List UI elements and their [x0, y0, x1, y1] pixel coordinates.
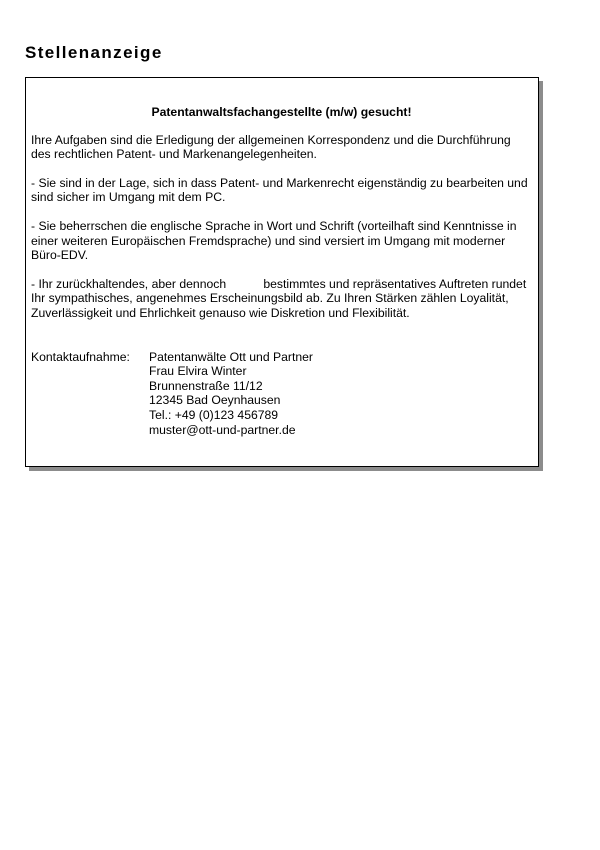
contact-phone: Tel.: +49 (0)123 456789 — [149, 407, 279, 422]
contact-details — [149, 350, 313, 438]
ad-paragraph-languages: - Sie beherrschen die englische Sprache in Wort und Schrift (vorteilhaft sind Kenntnisse in einer weiteren Europäischen Fremdsprache) und sind versiert im Umgang mit moderner Büro-EDV. — [31, 218, 517, 263]
contact-company: Patentanwälte Ott und Partner — [149, 349, 313, 364]
contact-block — [31, 350, 532, 438]
contact-email: muster@ott-und-partner.de — [149, 422, 296, 437]
ad-paragraph-duties: Ihre Aufgaben sind die Erledigung der allgemeinen Korrespondenz und die Durchführung des rechtlichen Patent- und Markenangelegenheiten. — [31, 132, 511, 162]
page-title: Stellenanzeige — [25, 43, 163, 62]
job-ad-title: Patentanwaltsfachangestellte (m/w) gesucht! — [151, 105, 412, 119]
job-ad-box — [25, 77, 539, 467]
contact-person: Frau Elvira Winter — [149, 364, 247, 379]
contact-label: Kontaktaufnahme: — [31, 349, 130, 364]
contact-street: Brunnenstraße 11/12 — [149, 378, 263, 393]
ad-paragraph-personality: - Ihr zurückhaltendes, aber dennoch bestimmtes und repräsentatives Auftreten rundet Ihr sympathisches, angenehmes Erscheinungsbild ab. Zu Ihren Stärken zählen Loyalität, Zuverlässigkeit und Ehrlichkeit genauso wie Diskretion und Flexibilität. — [31, 276, 530, 320]
contact-city: 12345 Bad Oeynhausen — [149, 393, 281, 408]
ad-paragraph-skills: - Sie sind in der Lage, sich in dass Patent- und Markenrecht eigenständig zu bearbeiten und sind sicher im Umgang mit dem PC. — [31, 175, 528, 205]
